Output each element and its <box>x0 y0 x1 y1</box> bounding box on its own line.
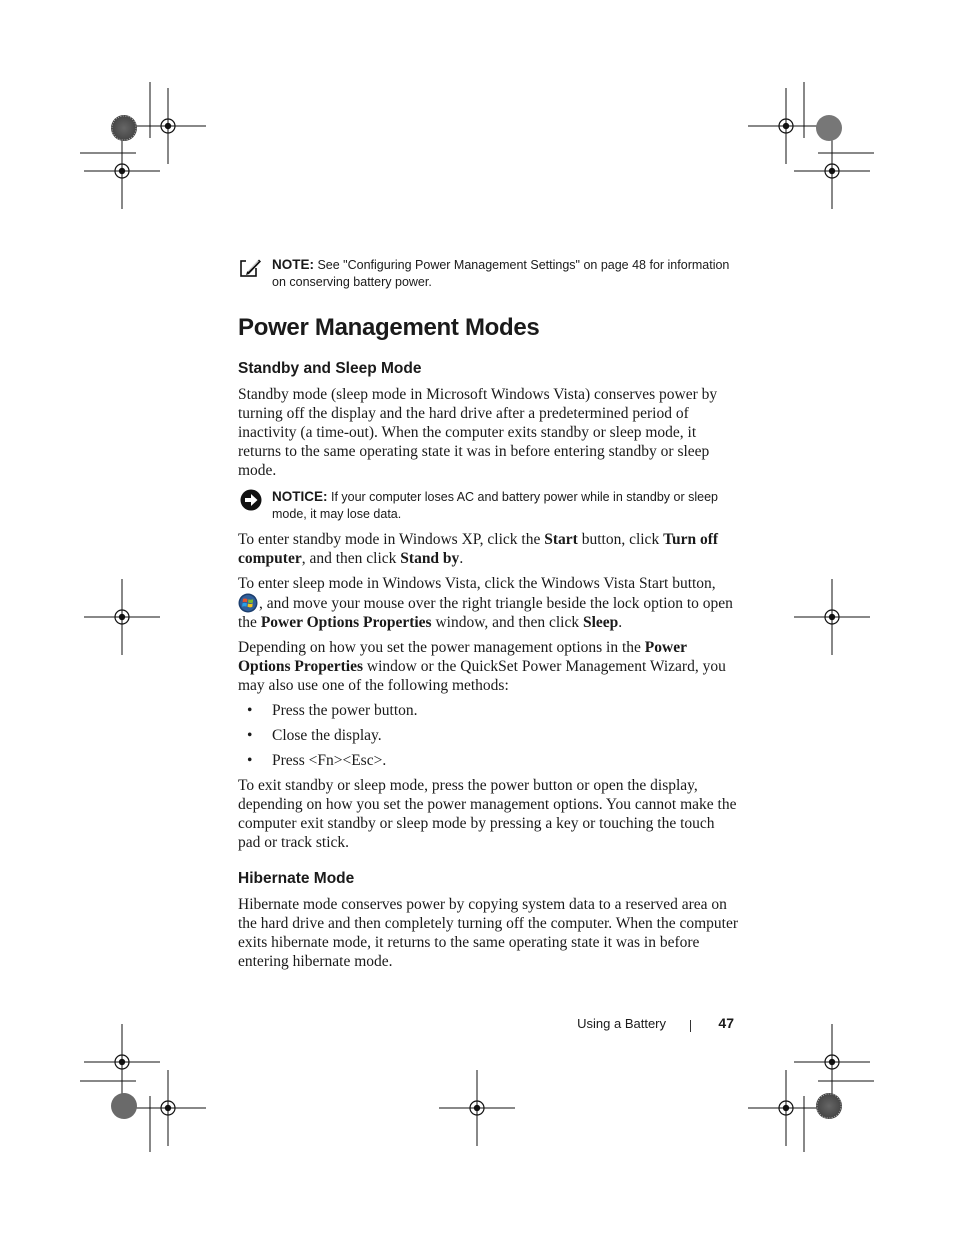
depending-text-2: window or the QuickSet Power Management Wizard, you may also use one of the following methods: <box>238 658 726 694</box>
xp-text-4: . <box>459 550 464 567</box>
vista-sleep-term: Sleep <box>582 614 619 631</box>
color-wheel-top-right <box>816 115 842 141</box>
notice-box <box>238 488 738 523</box>
note-box <box>238 256 738 291</box>
standby-xp-paragraph <box>238 530 738 568</box>
arrow-notice-icon <box>240 489 262 516</box>
vista-text-3: window, and then click <box>431 614 583 631</box>
sleep-vista-paragraph <box>238 574 738 632</box>
depending-power-options-term: Power Options Properties <box>238 639 687 675</box>
vista-text-4: . <box>618 614 623 631</box>
standby-heading: Standby and Sleep Mode <box>238 360 422 377</box>
note-text: See "Configuring Power Management Settings" on page 48 for information on conserving battery power. <box>272 258 730 289</box>
page-content <box>238 256 738 971</box>
xp-stand-by-term: Stand by <box>400 550 460 567</box>
list-item: • Press <Fn><Esc>. <box>238 751 738 770</box>
page-footer <box>560 1015 736 1035</box>
hibernate-paragraph: Hibernate mode conserves power by copying system data to a reserved area on the hard drive and then completely turning off the computer. When the computer exits hibernate mode, it returns to the same operating state it was in before entering hibernate mode. <box>238 896 739 970</box>
list-item: • Close the display. <box>238 726 738 745</box>
vista-text-2: , and move your mouse over the right triangle beside the lock option to open the <box>238 595 733 631</box>
exit-standby-paragraph: To exit standby or sleep mode, press the power button or open the display, depending on how you set the power management options. You cannot make the computer exit standby or sleep mode by pressing a key or touching the touch pad or track stick. <box>238 777 737 851</box>
page-title: Power Management Modes <box>238 314 540 341</box>
xp-text-3: , and then click <box>301 550 401 567</box>
methods-list <box>238 701 738 770</box>
standby-intro: Standby mode (sleep mode in Microsoft Windows Vista) conserves power by turning off the display and the hard drive after a predetermined period of inactivity (a time-out). When the computer exits standby or sleep mode, it returns to the same operating state it was in before entering standby or sleep mode. <box>238 386 718 479</box>
notice-label: NOTICE: <box>272 489 328 504</box>
list-item: • Press the power button. <box>238 701 738 720</box>
methods-intro-paragraph <box>238 638 738 695</box>
footer-section-title: Using a Battery <box>577 1016 666 1031</box>
depending-text-1: Depending on how you set the power management options in the <box>238 639 645 656</box>
note-label: NOTE: <box>272 257 314 272</box>
xp-start-term: Start <box>544 531 578 548</box>
color-wheel-bottom-left <box>111 1093 137 1119</box>
footer-divider <box>690 1020 691 1032</box>
vista-text-1: To enter sleep mode in Windows Vista, click the Windows Vista Start button, <box>238 575 716 592</box>
xp-text-1: To enter standby mode in Windows XP, click the <box>238 531 545 548</box>
vista-power-options-term: Power Options Properties <box>260 614 432 631</box>
xp-text-2: button, click <box>577 531 664 548</box>
windows-vista-start-icon <box>238 593 258 613</box>
xp-turn-off-term: Turn off computer <box>238 531 719 567</box>
hibernate-heading: Hibernate Mode <box>238 870 355 887</box>
color-wheel-bottom-right <box>816 1093 842 1119</box>
color-wheel-top-left <box>111 115 137 141</box>
pencil-note-icon <box>240 258 262 283</box>
notice-text: If your computer loses AC and battery power while in standby or sleep mode, it may lose data. <box>272 490 718 521</box>
page-number: 47 <box>718 1015 734 1031</box>
